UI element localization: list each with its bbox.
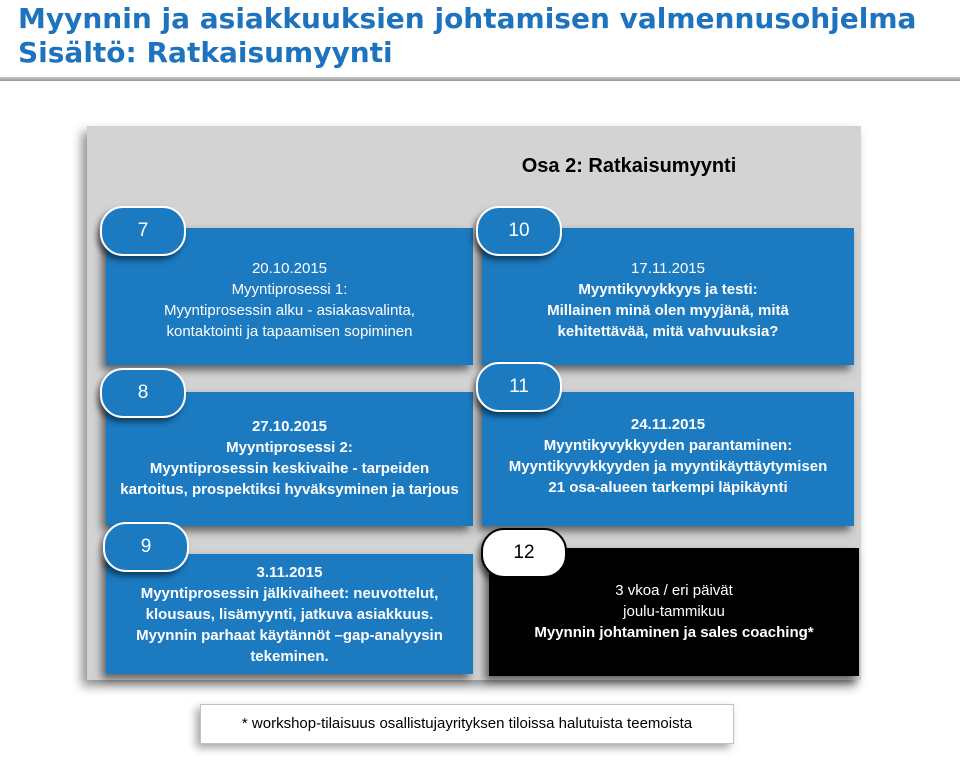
- panel-heading: Osa 2: Ratkaisumyynti: [521, 155, 737, 177]
- session-9-line: Myyntiprosessin jälkivaiheet: neuvottelut,: [140, 585, 439, 602]
- session-12-content: [489, 580, 859, 643]
- session-10-line: Millainen minä olen myyjänä, mitä: [547, 302, 789, 319]
- title-line-2: Sisältö: Ratkaisumyynti: [18, 36, 393, 69]
- session-8-content: [106, 416, 473, 500]
- session-7-line: Myyntiprosessi 1:: [231, 281, 348, 298]
- session-11-line: Myyntikyvykkyyden parantaminen:: [543, 437, 793, 454]
- session-number-8: 8: [100, 368, 186, 418]
- session-11-date: 24.11.2015: [630, 416, 706, 433]
- session-10-date: 17.11.2015: [631, 260, 705, 277]
- session-number-10: 10: [476, 206, 562, 256]
- session-10-content: [482, 258, 854, 342]
- session-11-line: Myyntikyvykkyyden ja myyntikäyttäytymisen: [508, 458, 828, 475]
- session-box-11: [482, 392, 854, 526]
- session-8-line: Myyntiprosessin keskivaihe - tarpeiden: [149, 460, 430, 477]
- session-8-date: 27.10.2015: [251, 418, 328, 435]
- session-7-date: 20.10.2015: [251, 260, 328, 277]
- session-12-line: joulu-tammikuu: [623, 603, 725, 620]
- title-divider: [0, 77, 960, 81]
- session-8-line: Myyntiprosessi 2:: [226, 439, 353, 456]
- session-11-content: [482, 414, 854, 498]
- session-number-12: 12: [481, 528, 567, 578]
- session-12-line: 3 vkoa / eri päivät: [615, 582, 733, 599]
- session-8-line: kartoitus, prospektiksi hyväksyminen ja tarjous: [120, 481, 459, 498]
- session-number-11: 11: [476, 362, 562, 412]
- session-number-9: 9: [103, 522, 189, 572]
- session-12-line: Myynnin johtaminen ja sales coaching*: [534, 624, 814, 641]
- session-7-line: kontaktointi ja tapaamisen sopiminen: [166, 323, 413, 340]
- title-line-1: Myynnin ja asiakkuuksien johtamisen valmennusohjelma: [18, 2, 917, 35]
- session-7-content: [106, 258, 473, 342]
- footnote: * workshop-tilaisuus osallistujayrityksen tiloissa halutuista teemoista: [200, 704, 734, 744]
- page-title: [18, 2, 916, 70]
- session-9-content: [106, 562, 473, 667]
- session-10-line: kehitettävää, mitä vahvuuksia?: [557, 323, 779, 340]
- session-9-line: klousaus, lisämyynti, jatkuva asiakkuus.: [145, 606, 434, 623]
- session-9-date: 3.11.2015: [256, 564, 323, 581]
- session-7-line: Myyntiprosessin alku - asiakasvalinta,: [164, 302, 415, 319]
- session-9-line: tekeminen.: [250, 648, 329, 665]
- session-10-line: Myyntikyvykkyys ja testi:: [578, 281, 758, 298]
- session-11-line: 21 osa-alueen tarkempi läpikäynti: [548, 479, 788, 496]
- session-number-7: 7: [100, 206, 186, 256]
- session-9-line: Myynnin parhaat käytännöt –gap-analyysin: [136, 627, 443, 644]
- session-box-9: [106, 554, 473, 674]
